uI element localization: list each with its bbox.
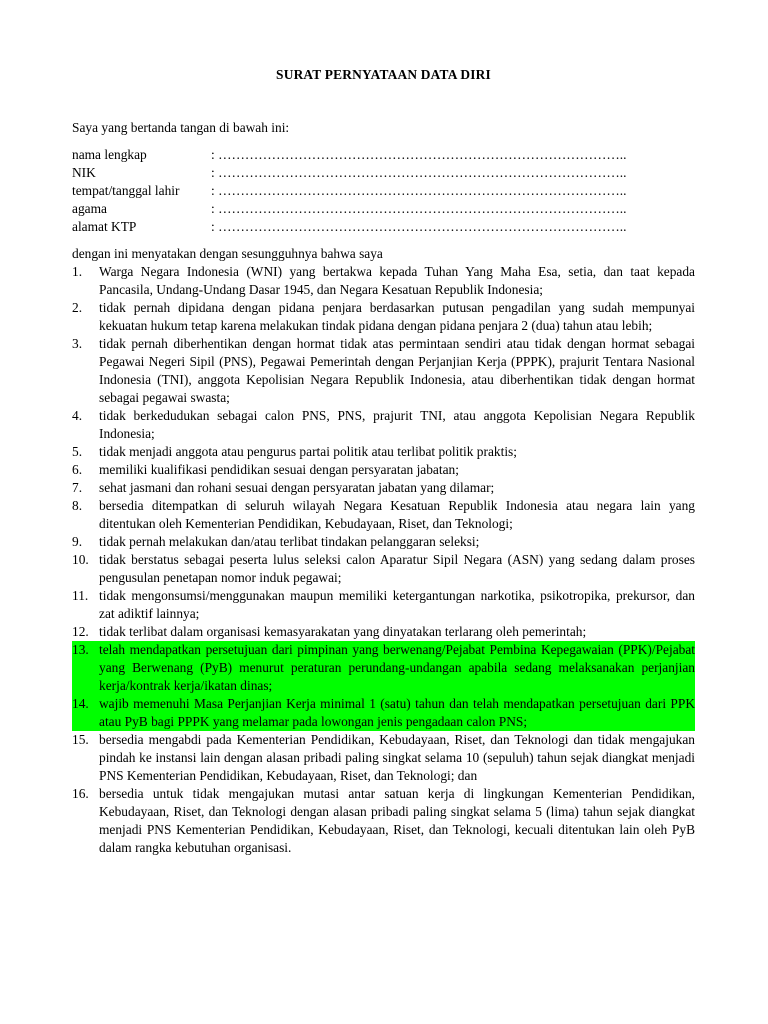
identity-fields <box>72 146 695 236</box>
list-item-text: bersedia mengabdi pada Kementerian Pendidikan, Kebudayaan, Riset, dan Teknologi dan tidak mengajukan pindah ke instansi lain dengan alasan pribadi paling singkat selama 10 (sepuluh) tahun sejak diangkat menjadi PNS Kementerian Pendidikan, Kebudayaan, Riset, dan Teknologi; dan <box>99 732 695 783</box>
list-item <box>72 335 695 407</box>
field-blank: : ……………………………………………………………………………….. <box>211 147 627 162</box>
list-item-number: 2. <box>72 300 83 315</box>
list-item-text: tidak pernah melakukan dan/atau terlibat tindakan pelanggaran seleksi; <box>99 534 480 549</box>
list-item-number: 11. <box>72 588 89 603</box>
list-item <box>72 461 695 479</box>
list-item-text: telah mendapatkan persetujuan dari pimpinan yang berwenang/Pejabat Pembina Kepegawaian (PPK)/Pejabat yang Berwenang (PyB) menurut peraturan perundang-undangan apabila sedang melaksanakan perjanjian kerja/kontrak kerja/ikatan dinas; <box>99 642 695 693</box>
list-item <box>72 623 695 641</box>
field-row-ttl <box>72 182 695 200</box>
list-item <box>72 551 695 587</box>
field-label: NIK <box>72 165 96 180</box>
list-item-number: 1. <box>72 264 83 279</box>
statement-text: dengan ini menyatakan dengan sesungguhnya bahwa saya <box>72 246 383 261</box>
list-item-text: sehat jasmani dan rohani sesuai dengan persyaratan jabatan yang dilamar; <box>99 480 495 495</box>
list-item-number: 10. <box>72 552 89 567</box>
field-blank: : ……………………………………………………………………………….. <box>211 165 627 180</box>
statement-list <box>72 263 695 857</box>
field-label: agama <box>72 201 107 216</box>
document-title: SURAT PERNYATAAN DATA DIRI <box>276 67 491 82</box>
intro-text: Saya yang bertanda tangan di bawah ini: <box>72 120 290 135</box>
list-item <box>72 785 695 857</box>
list-item <box>72 479 695 497</box>
list-item-text: tidak terlibat dalam organisasi kemasyarakatan yang dinyatakan terlarang oleh pemerintah; <box>99 624 587 639</box>
field-row-agama <box>72 200 695 218</box>
field-label: tempat/tanggal lahir <box>72 183 180 198</box>
list-item-number: 3. <box>72 336 83 351</box>
field-label: nama lengkap <box>72 147 147 162</box>
list-item-number: 14. <box>72 695 99 731</box>
list-item-text: tidak pernah diberhentikan dengan hormat tidak atas permintaan sendiri atau tidak dengan hormat sebagai Pegawai Negeri Sipil (PNS), Pegawai Pemerintah dengan Perjanjian Kerja (PPPK), prajurit Tentara Nasional Indonesia (TNI), anggota Kepolisian Negara Republik Indonesia, atau diberhentikan tidak dengan hormat sebagai pegawai swasta; <box>99 336 695 405</box>
field-blank: : ……………………………………………………………………………….. <box>211 219 627 234</box>
list-item-text: tidak menjadi anggota atau pengurus partai politik atau terlibat politik praktis; <box>99 444 517 459</box>
list-item-text: tidak pernah dipidana dengan pidana penjara berdasarkan putusan pengadilan yang sudah mempunyai kekuatan hukum tetap karena melakukan tindak pidana dengan pidana penjara 2 (dua) tahun atau lebih; <box>99 300 695 333</box>
list-item-text: wajib memenuhi Masa Perjanjian Kerja minimal 1 (satu) tahun dan telah mendapatkan persetujuan dari PPK atau PyB bagi PPPK yang melamar pada lowongan jenis pengadaan calon PNS; <box>99 696 695 729</box>
field-row-nama <box>72 146 695 164</box>
list-item-number: 9. <box>72 534 83 549</box>
field-row-alamat <box>72 218 695 236</box>
field-label: alamat KTP <box>72 219 137 234</box>
list-item-number: 15. <box>72 732 89 747</box>
list-item <box>72 731 695 785</box>
list-item-number: 8. <box>72 498 83 513</box>
list-item-text: Warga Negara Indonesia (WNI) yang bertakwa kepada Tuhan Yang Maha Esa, setia, dan taat kepada Pancasila, Undang-Undang Dasar 1945, dan Negara Kesatuan Republik Indonesia; <box>99 264 695 297</box>
list-item-text: bersedia untuk tidak mengajukan mutasi antar satuan kerja di lingkungan Kementerian Pendidikan, Kebudayaan, Riset, dan Teknologi dengan alasan pribadi paling singkat selama 5 (lima) tahun sejak diangkat menjadi PNS Kementerian Pendidikan, Kebudayaan, Riset, dan Teknologi, kecuali ditentukan lain oleh PyB dalam rangka kebutuhan organisasi. <box>99 786 695 855</box>
list-item-number: 7. <box>72 480 83 495</box>
list-item <box>72 263 695 299</box>
list-item-text: bersedia ditempatkan di seluruh wilayah Negara Kesatuan Republik Indonesia atau negara lain yang ditentukan oleh Kementerian Pendidikan, Kebudayaan, Riset, dan Teknologi; <box>99 498 695 531</box>
list-item-text: tidak berkedudukan sebagai calon PNS, PNS, prajurit TNI, atau anggota Kepolisian Negara Republik Indonesia; <box>99 408 695 441</box>
list-item-text: memiliki kualifikasi pendidikan sesuai dengan persyaratan jabatan; <box>99 462 459 477</box>
list-item <box>72 587 695 623</box>
list-item <box>72 695 695 731</box>
field-row-nik <box>72 164 695 182</box>
list-item-number: 12. <box>72 624 89 639</box>
list-item-number: 13. <box>72 641 99 695</box>
list-item <box>72 533 695 551</box>
list-item <box>72 497 695 533</box>
list-item-number: 5. <box>72 444 83 459</box>
list-item-number: 16. <box>72 786 89 801</box>
list-item-text: tidak berstatus sebagai peserta lulus seleksi calon Aparatur Sipil Negara (ASN) yang sedang dalam proses pengusulan penetapan nomor induk pegawai; <box>99 552 695 585</box>
list-item-number: 4. <box>72 408 83 423</box>
list-item <box>72 443 695 461</box>
list-item <box>72 407 695 443</box>
list-item-number: 6. <box>72 462 83 477</box>
list-item <box>72 299 695 335</box>
field-blank: : ……………………………………………………………………………….. <box>211 201 627 216</box>
field-blank: : ……………………………………………………………………………….. <box>211 183 627 198</box>
list-item-text: tidak mengonsumsi/menggunakan maupun memiliki ketergantungan narkotika, psikotropika, prekursor, dan zat adiktif lainnya; <box>99 588 695 621</box>
list-item <box>72 641 695 695</box>
